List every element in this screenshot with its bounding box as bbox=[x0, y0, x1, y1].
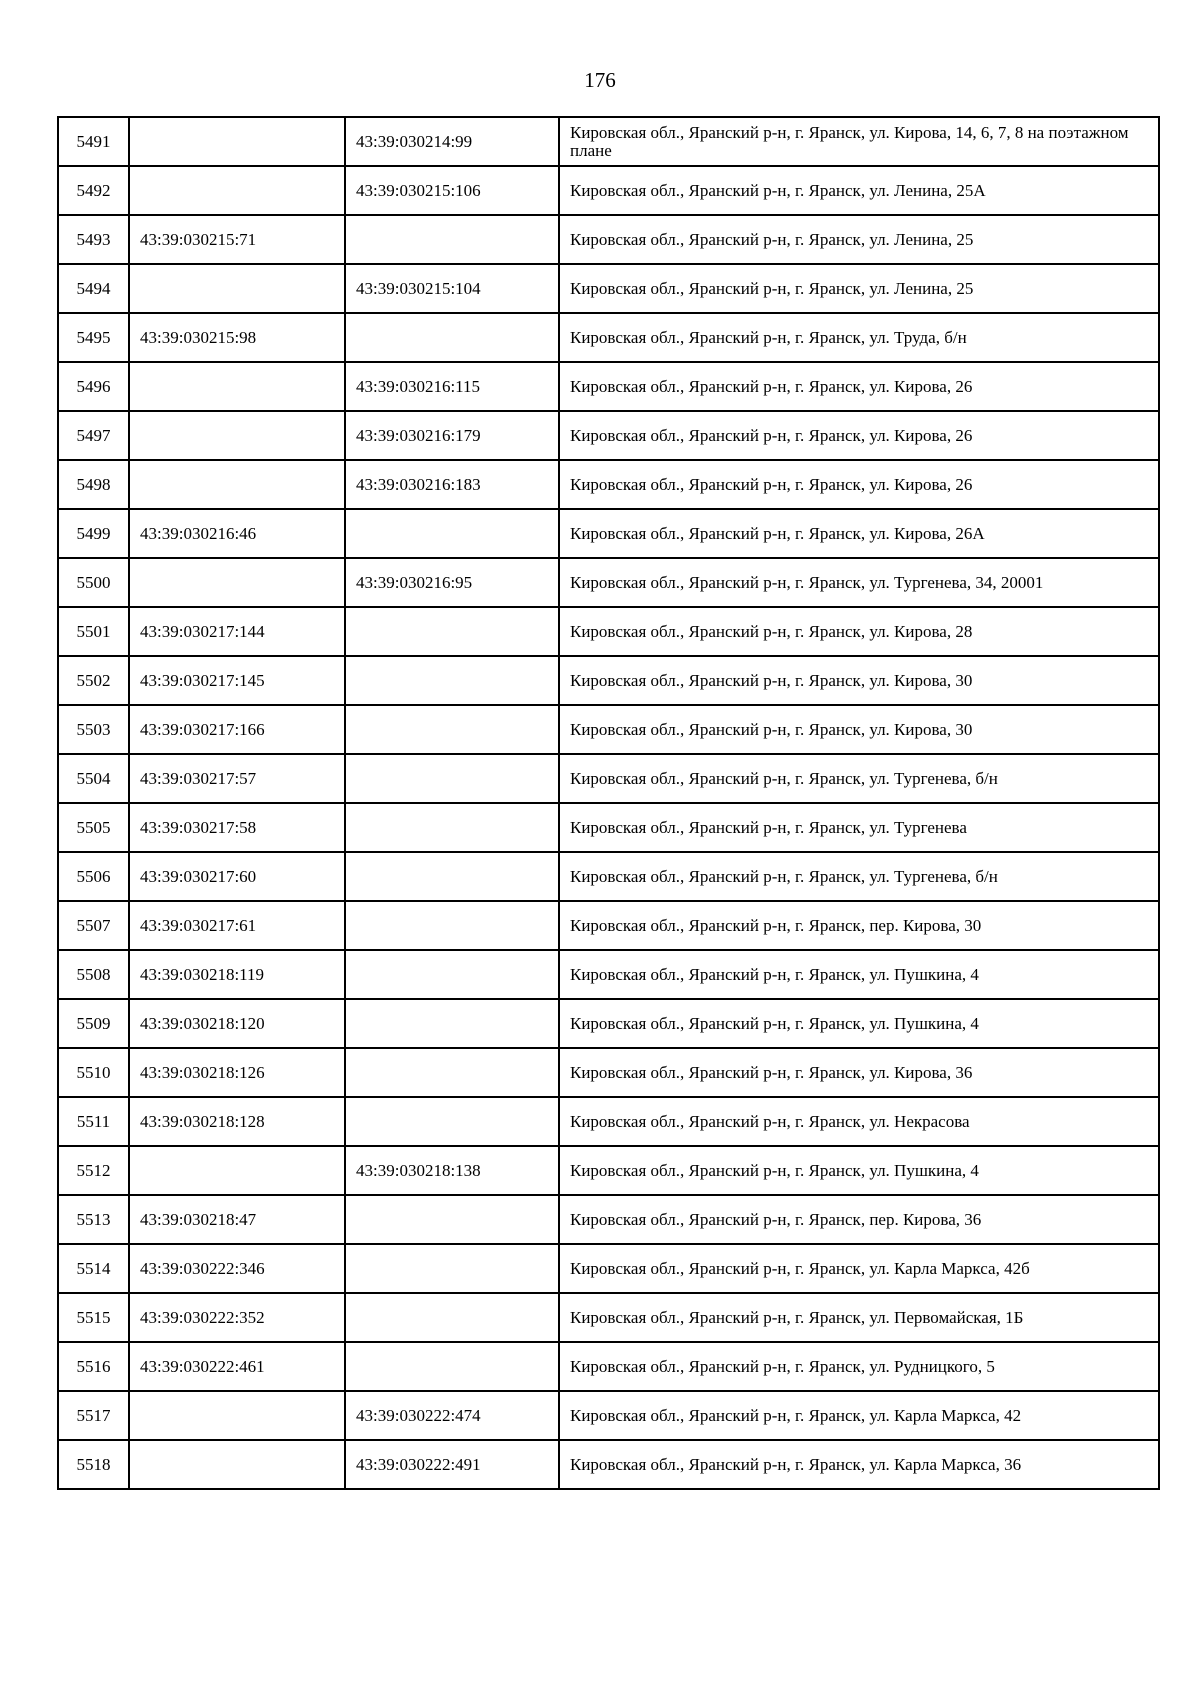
parcel-cadastral-number-cell: 43:39:030222:461 bbox=[129, 1342, 345, 1391]
parcel-cadastral-number-cell: 43:39:030217:58 bbox=[129, 803, 345, 852]
address-cell: Кировская обл., Яранский р-н, г. Яранск, ул. Кирова, 26 bbox=[559, 362, 1159, 411]
building-cadastral-number-cell bbox=[345, 852, 559, 901]
row-number-cell: 5511 bbox=[58, 1097, 129, 1146]
address-cell: Кировская обл., Яранский р-н, г. Яранск, ул. Кирова, 26А bbox=[559, 509, 1159, 558]
row-number-cell: 5507 bbox=[58, 901, 129, 950]
registry-table-body bbox=[58, 117, 1159, 1489]
parcel-cadastral-number-cell bbox=[129, 1391, 345, 1440]
row-number-cell: 5506 bbox=[58, 852, 129, 901]
building-cadastral-number-cell: 43:39:030222:491 bbox=[345, 1440, 559, 1489]
building-cadastral-number-cell bbox=[345, 950, 559, 999]
row-number-cell: 5508 bbox=[58, 950, 129, 999]
parcel-cadastral-number-cell bbox=[129, 264, 345, 313]
address-cell: Кировская обл., Яранский р-н, г. Яранск, ул. Труда, б/н bbox=[559, 313, 1159, 362]
parcel-cadastral-number-cell bbox=[129, 117, 345, 166]
table-row bbox=[58, 1097, 1159, 1146]
registry-table bbox=[57, 116, 1160, 1490]
row-number-cell: 5512 bbox=[58, 1146, 129, 1195]
address-cell: Кировская обл., Яранский р-н, г. Яранск, ул. Карла Маркса, 36 bbox=[559, 1440, 1159, 1489]
parcel-cadastral-number-cell: 43:39:030218:120 bbox=[129, 999, 345, 1048]
building-cadastral-number-cell: 43:39:030218:138 bbox=[345, 1146, 559, 1195]
table-row bbox=[58, 362, 1159, 411]
parcel-cadastral-number-cell: 43:39:030215:71 bbox=[129, 215, 345, 264]
address-cell: Кировская обл., Яранский р-н, г. Яранск, ул. Первомайская, 1Б bbox=[559, 1293, 1159, 1342]
row-number-cell: 5518 bbox=[58, 1440, 129, 1489]
address-cell: Кировская обл., Яранский р-н, г. Яранск, ул. Кирова, 30 bbox=[559, 656, 1159, 705]
table-row bbox=[58, 754, 1159, 803]
building-cadastral-number-cell: 43:39:030216:95 bbox=[345, 558, 559, 607]
parcel-cadastral-number-cell: 43:39:030217:61 bbox=[129, 901, 345, 950]
parcel-cadastral-number-cell: 43:39:030222:352 bbox=[129, 1293, 345, 1342]
table-row bbox=[58, 215, 1159, 264]
building-cadastral-number-cell bbox=[345, 803, 559, 852]
row-number-cell: 5515 bbox=[58, 1293, 129, 1342]
address-cell: Кировская обл., Яранский р-н, г. Яранск, пер. Кирова, 36 bbox=[559, 1195, 1159, 1244]
address-cell: Кировская обл., Яранский р-н, г. Яранск, ул. Ленина, 25 bbox=[559, 264, 1159, 313]
table-row bbox=[58, 509, 1159, 558]
building-cadastral-number-cell: 43:39:030222:474 bbox=[345, 1391, 559, 1440]
address-cell: Кировская обл., Яранский р-н, г. Яранск, ул. Кирова, 14, 6, 7, 8 на поэтажном плане bbox=[559, 117, 1159, 166]
row-number-cell: 5492 bbox=[58, 166, 129, 215]
row-number-cell: 5516 bbox=[58, 1342, 129, 1391]
address-cell: Кировская обл., Яранский р-н, г. Яранск, ул. Кирова, 26 bbox=[559, 460, 1159, 509]
row-number-cell: 5499 bbox=[58, 509, 129, 558]
parcel-cadastral-number-cell bbox=[129, 460, 345, 509]
address-cell: Кировская обл., Яранский р-н, г. Яранск, ул. Тургенева, 34, 20001 bbox=[559, 558, 1159, 607]
table-row bbox=[58, 313, 1159, 362]
address-cell: Кировская обл., Яранский р-н, г. Яранск, ул. Некрасова bbox=[559, 1097, 1159, 1146]
address-cell: Кировская обл., Яранский р-н, г. Яранск, ул. Кирова, 36 bbox=[559, 1048, 1159, 1097]
parcel-cadastral-number-cell: 43:39:030218:126 bbox=[129, 1048, 345, 1097]
building-cadastral-number-cell bbox=[345, 754, 559, 803]
parcel-cadastral-number-cell: 43:39:030217:144 bbox=[129, 607, 345, 656]
address-cell: Кировская обл., Яранский р-н, г. Яранск, ул. Ленина, 25А bbox=[559, 166, 1159, 215]
parcel-cadastral-number-cell: 43:39:030217:145 bbox=[129, 656, 345, 705]
parcel-cadastral-number-cell: 43:39:030217:166 bbox=[129, 705, 345, 754]
table-row bbox=[58, 1293, 1159, 1342]
table-row bbox=[58, 1048, 1159, 1097]
building-cadastral-number-cell bbox=[345, 656, 559, 705]
row-number-cell: 5505 bbox=[58, 803, 129, 852]
address-cell: Кировская обл., Яранский р-н, г. Яранск, пер. Кирова, 30 bbox=[559, 901, 1159, 950]
building-cadastral-number-cell bbox=[345, 1195, 559, 1244]
parcel-cadastral-number-cell: 43:39:030216:46 bbox=[129, 509, 345, 558]
table-row bbox=[58, 901, 1159, 950]
table-row bbox=[58, 1195, 1159, 1244]
building-cadastral-number-cell bbox=[345, 509, 559, 558]
address-cell: Кировская обл., Яранский р-н, г. Яранск, ул. Тургенева, б/н bbox=[559, 754, 1159, 803]
building-cadastral-number-cell: 43:39:030216:115 bbox=[345, 362, 559, 411]
parcel-cadastral-number-cell: 43:39:030218:47 bbox=[129, 1195, 345, 1244]
address-cell: Кировская обл., Яранский р-н, г. Яранск, ул. Карла Маркса, 42б bbox=[559, 1244, 1159, 1293]
parcel-cadastral-number-cell: 43:39:030217:60 bbox=[129, 852, 345, 901]
address-cell: Кировская обл., Яранский р-н, г. Яранск, ул. Пушкина, 4 bbox=[559, 999, 1159, 1048]
address-cell: Кировская обл., Яранский р-н, г. Яранск, ул. Кирова, 26 bbox=[559, 411, 1159, 460]
row-number-cell: 5513 bbox=[58, 1195, 129, 1244]
parcel-cadastral-number-cell bbox=[129, 362, 345, 411]
table-row bbox=[58, 656, 1159, 705]
building-cadastral-number-cell bbox=[345, 313, 559, 362]
row-number-cell: 5504 bbox=[58, 754, 129, 803]
table-row bbox=[58, 1391, 1159, 1440]
row-number-cell: 5503 bbox=[58, 705, 129, 754]
row-number-cell: 5502 bbox=[58, 656, 129, 705]
parcel-cadastral-number-cell bbox=[129, 558, 345, 607]
parcel-cadastral-number-cell bbox=[129, 411, 345, 460]
row-number-cell: 5497 bbox=[58, 411, 129, 460]
table-row bbox=[58, 558, 1159, 607]
row-number-cell: 5498 bbox=[58, 460, 129, 509]
parcel-cadastral-number-cell bbox=[129, 1440, 345, 1489]
building-cadastral-number-cell bbox=[345, 901, 559, 950]
table-row bbox=[58, 607, 1159, 656]
table-row bbox=[58, 852, 1159, 901]
building-cadastral-number-cell bbox=[345, 999, 559, 1048]
building-cadastral-number-cell bbox=[345, 1293, 559, 1342]
building-cadastral-number-cell bbox=[345, 607, 559, 656]
table-row bbox=[58, 264, 1159, 313]
table-row bbox=[58, 1244, 1159, 1293]
row-number-cell: 5510 bbox=[58, 1048, 129, 1097]
row-number-cell: 5514 bbox=[58, 1244, 129, 1293]
parcel-cadastral-number-cell bbox=[129, 1146, 345, 1195]
row-number-cell: 5496 bbox=[58, 362, 129, 411]
parcel-cadastral-number-cell: 43:39:030217:57 bbox=[129, 754, 345, 803]
table-row bbox=[58, 803, 1159, 852]
parcel-cadastral-number-cell: 43:39:030218:128 bbox=[129, 1097, 345, 1146]
building-cadastral-number-cell bbox=[345, 705, 559, 754]
table-row bbox=[58, 117, 1159, 166]
building-cadastral-number-cell: 43:39:030215:104 bbox=[345, 264, 559, 313]
building-cadastral-number-cell: 43:39:030216:183 bbox=[345, 460, 559, 509]
address-cell: Кировская обл., Яранский р-н, г. Яранск, ул. Рудницкого, 5 bbox=[559, 1342, 1159, 1391]
table-row bbox=[58, 999, 1159, 1048]
address-cell: Кировская обл., Яранский р-н, г. Яранск, ул. Кирова, 28 bbox=[559, 607, 1159, 656]
row-number-cell: 5509 bbox=[58, 999, 129, 1048]
building-cadastral-number-cell bbox=[345, 1342, 559, 1391]
page-number: 176 bbox=[584, 68, 616, 92]
building-cadastral-number-cell bbox=[345, 1048, 559, 1097]
parcel-cadastral-number-cell: 43:39:030215:98 bbox=[129, 313, 345, 362]
building-cadastral-number-cell: 43:39:030216:179 bbox=[345, 411, 559, 460]
table-row bbox=[58, 460, 1159, 509]
row-number-cell: 5501 bbox=[58, 607, 129, 656]
address-cell: Кировская обл., Яранский р-н, г. Яранск, ул. Пушкина, 4 bbox=[559, 950, 1159, 999]
table-row bbox=[58, 950, 1159, 999]
parcel-cadastral-number-cell: 43:39:030222:346 bbox=[129, 1244, 345, 1293]
address-cell: Кировская обл., Яранский р-н, г. Яранск, ул. Ленина, 25 bbox=[559, 215, 1159, 264]
table-row bbox=[58, 1342, 1159, 1391]
address-cell: Кировская обл., Яранский р-н, г. Яранск, ул. Кирова, 30 bbox=[559, 705, 1159, 754]
row-number-cell: 5500 bbox=[58, 558, 129, 607]
address-cell: Кировская обл., Яранский р-н, г. Яранск, ул. Пушкина, 4 bbox=[559, 1146, 1159, 1195]
building-cadastral-number-cell: 43:39:030215:106 bbox=[345, 166, 559, 215]
table-row bbox=[58, 411, 1159, 460]
row-number-cell: 5493 bbox=[58, 215, 129, 264]
address-cell: Кировская обл., Яранский р-н, г. Яранск, ул. Тургенева bbox=[559, 803, 1159, 852]
building-cadastral-number-cell: 43:39:030214:99 bbox=[345, 117, 559, 166]
table-row bbox=[58, 705, 1159, 754]
building-cadastral-number-cell bbox=[345, 1097, 559, 1146]
row-number-cell: 5494 bbox=[58, 264, 129, 313]
table-row bbox=[58, 166, 1159, 215]
building-cadastral-number-cell bbox=[345, 1244, 559, 1293]
row-number-cell: 5517 bbox=[58, 1391, 129, 1440]
row-number-cell: 5491 bbox=[58, 117, 129, 166]
table-row bbox=[58, 1146, 1159, 1195]
address-cell: Кировская обл., Яранский р-н, г. Яранск, ул. Карла Маркса, 42 bbox=[559, 1391, 1159, 1440]
row-number-cell: 5495 bbox=[58, 313, 129, 362]
parcel-cadastral-number-cell bbox=[129, 166, 345, 215]
address-cell: Кировская обл., Яранский р-н, г. Яранск, ул. Тургенева, б/н bbox=[559, 852, 1159, 901]
building-cadastral-number-cell bbox=[345, 215, 559, 264]
parcel-cadastral-number-cell: 43:39:030218:119 bbox=[129, 950, 345, 999]
table-row bbox=[58, 1440, 1159, 1489]
